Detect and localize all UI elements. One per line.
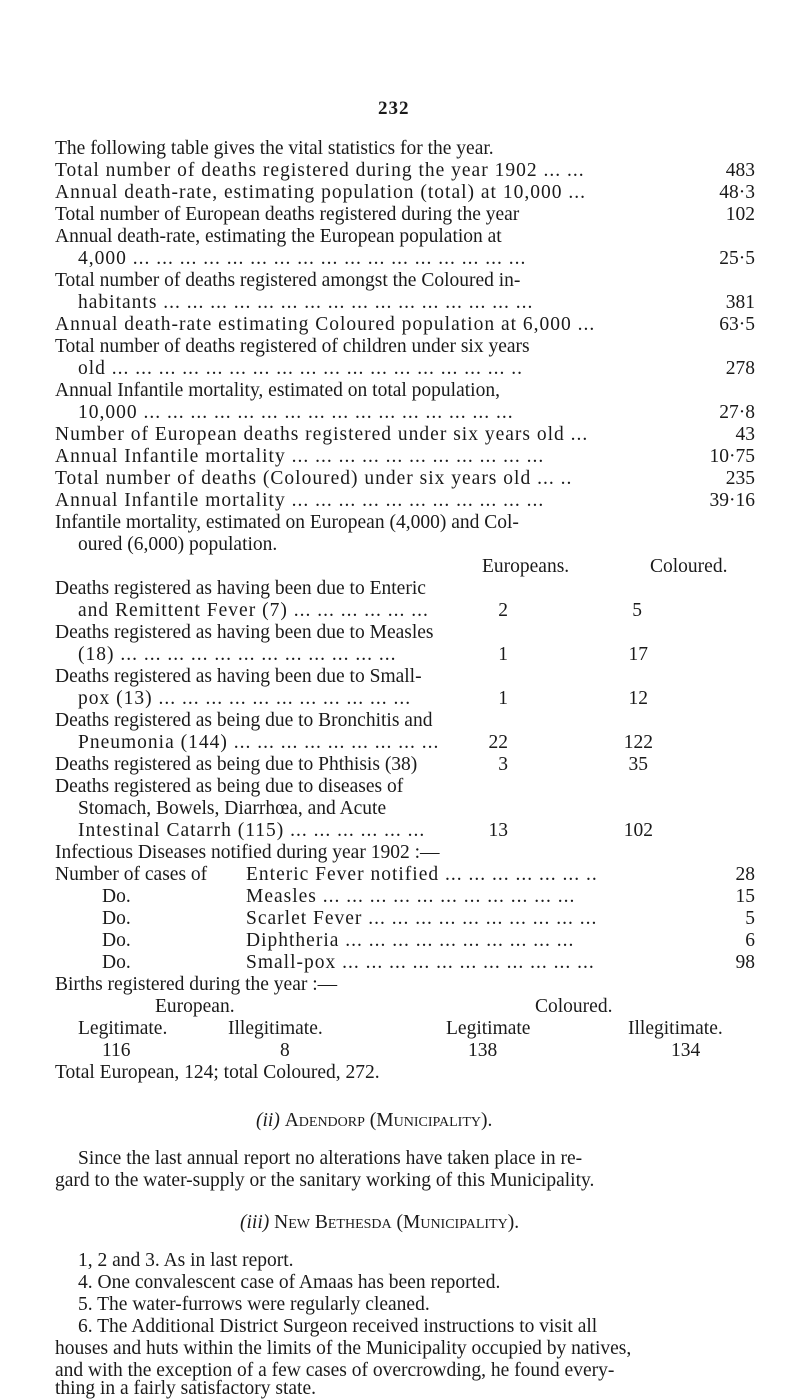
- cause-europeans: 2: [498, 600, 508, 621]
- column-header-coloured: Coloured.: [650, 556, 728, 577]
- section-number: (ii): [256, 1110, 280, 1131]
- infectious-value: 5: [745, 908, 755, 929]
- stat-text: Annual death-rate estimating Coloured population at 6,000 ...: [55, 314, 596, 335]
- section-title: New Bethesda (Municipality).: [274, 1212, 520, 1233]
- births-coloured-illegitimate: 134: [671, 1040, 701, 1061]
- cause-text: Pneumonia (144) ... ... ... ... ... ... ... ... ...: [78, 732, 440, 753]
- intro-text: The following table gives the vital statistics for the year.: [55, 138, 494, 159]
- infectious-prefix: Do.: [102, 886, 131, 907]
- column-header-europeans: Europeans.: [482, 556, 570, 577]
- births-illegitimate-label: Illegitimate.: [228, 1018, 323, 1039]
- infectious-value: 28: [735, 864, 755, 885]
- births-coloured-legitimate: 138: [468, 1040, 498, 1061]
- stat-value: 483: [725, 160, 755, 181]
- section-ii-body: Since the last annual report no alterations have taken place in re-: [78, 1148, 583, 1169]
- cause-europeans: 3: [498, 754, 508, 775]
- cause-text: pox (13) ... ... ... ... ... ... ... ... ... ... ...: [78, 688, 412, 709]
- infectious-value: 6: [745, 930, 755, 951]
- stat-text: Total number of deaths registered of children under six years: [55, 336, 530, 357]
- cause-coloured: 5: [632, 600, 642, 621]
- stat-value: 10·75: [709, 446, 755, 467]
- stat-text: 10,000 ... ... ... ... ... ... ... ... ... ... ... ... ... ... ... ...: [78, 402, 514, 423]
- infantile-note: Infantile mortality, estimated on European (4,000) and Col-: [55, 512, 519, 533]
- infectious-value: 15: [735, 886, 755, 907]
- stat-text: Total number of deaths registered during the year 1902 ... ...: [55, 160, 585, 181]
- stat-value: 27·8: [719, 402, 755, 423]
- stat-text: Total number of European deaths registered during the year: [55, 204, 520, 225]
- cause-text: (18) ... ... ... ... ... ... ... ... ... ... ... ...: [78, 644, 397, 665]
- stat-text: Total number of deaths (Coloured) under six years old ... ..: [55, 468, 573, 489]
- stat-text: old ... ... ... ... ... ... ... ... ... ... ... ... ... ... ... ... ... ..: [78, 358, 524, 379]
- section-iii-item: houses and huts within the limits of the Municipality occupied by natives,: [55, 1338, 632, 1359]
- cause-text: Intestinal Catarrh (115) ... ... ... ... ... ...: [78, 820, 426, 841]
- stat-text: Number of European deaths registered under six years old ...: [55, 424, 589, 445]
- stat-text: Annual death-rate, estimating the European population at: [55, 226, 502, 247]
- infectious-disease: Enteric Fever notified ... ... ... ... ... ... ..: [246, 864, 598, 885]
- births-european-label: European.: [155, 996, 235, 1017]
- infectious-disease: Small-pox ... ... ... ... ... ... ... ... ... ... ...: [246, 952, 595, 973]
- infectious-prefix: Do.: [102, 908, 131, 929]
- cause-text: and Remittent Fever (7) ... ... ... ... ... ...: [78, 600, 429, 621]
- section-iii-item: 6. The Additional District Surgeon received instructions to visit all: [78, 1316, 598, 1337]
- births-illegitimate-label: Illegitimate.: [628, 1018, 723, 1039]
- cause-coloured: 35: [628, 754, 648, 775]
- cause-europeans: 1: [498, 644, 508, 665]
- stat-value: 235: [725, 468, 755, 489]
- stat-value: 63·5: [719, 314, 755, 335]
- page-number: 232: [378, 98, 410, 119]
- stat-text: Total number of deaths registered amongst the Coloured in-: [55, 270, 521, 291]
- section-iii-item: 1, 2 and 3. As in last report.: [78, 1250, 294, 1271]
- section-number: (iii): [240, 1212, 270, 1233]
- section-ii-body: gard to the water-supply or the sanitary working of this Municipality.: [55, 1170, 595, 1191]
- cause-coloured: 12: [628, 688, 648, 709]
- cause-text: Stomach, Bowels, Diarrhœa, and Acute: [78, 798, 387, 819]
- cause-coloured: 122: [623, 732, 653, 753]
- stat-text: Annual Infantile mortality ... ... ... ... ... ... ... ... ... ... ...: [55, 490, 545, 511]
- infectious-heading: Infectious Diseases notified during year 1902 :—: [55, 842, 440, 863]
- section-title: Adendorp (Municipality).: [284, 1110, 493, 1131]
- cause-europeans: 22: [488, 732, 508, 753]
- cause-text: Deaths registered as being due to Bronchitis and: [55, 710, 433, 731]
- stat-value: 278: [725, 358, 755, 379]
- stat-text: Annual death-rate, estimating population (total) at 10,000 ...: [55, 182, 586, 203]
- infectious-disease: Measles ... ... ... ... ... ... ... ... ... ... ...: [246, 886, 576, 907]
- births-european-legitimate: 116: [102, 1040, 131, 1061]
- infantile-note: oured (6,000) population.: [78, 534, 278, 555]
- section-iii-item: 5. The water-furrows were regularly cleaned.: [78, 1294, 430, 1315]
- section-iii-heading: [240, 1212, 519, 1234]
- infectious-prefix: Do.: [102, 930, 131, 951]
- stat-value: 102: [725, 204, 755, 225]
- infectious-disease: Scarlet Fever ... ... ... ... ... ... ... ... ... ...: [246, 908, 598, 929]
- births-legitimate-label: Legitimate: [446, 1018, 531, 1039]
- cause-europeans: 13: [488, 820, 508, 841]
- section-ii-heading: [256, 1110, 492, 1132]
- section-iii-item: and with the exception of a few cases of overcrowding, he found every-: [55, 1360, 615, 1381]
- infectious-prefix: Do.: [102, 952, 131, 973]
- births-european-illegitimate: 8: [280, 1040, 290, 1061]
- cause-coloured: 17: [628, 644, 648, 665]
- infectious-value: 98: [735, 952, 755, 973]
- stat-value: 43: [735, 424, 755, 445]
- infectious-prefix: Number of cases of: [55, 864, 208, 885]
- stat-text: Annual Infantile mortality ... ... ... ... ... ... ... ... ... ... ...: [55, 446, 545, 467]
- cause-text: Deaths registered as having been due to Small-: [55, 666, 422, 687]
- births-coloured-label: Coloured.: [535, 996, 613, 1017]
- cause-coloured: 102: [623, 820, 653, 841]
- stat-value: 381: [725, 292, 755, 313]
- cause-text: Deaths registered as being due to diseases of: [55, 776, 404, 797]
- stat-text: Annual Infantile mortality, estimated on total population,: [55, 380, 500, 401]
- infectious-disease: Diphtheria ... ... ... ... ... ... ... ... ... ...: [246, 930, 575, 951]
- cause-europeans: 1: [498, 688, 508, 709]
- births-total: Total European, 124; total Coloured, 272.: [55, 1062, 380, 1083]
- stat-text: 4,000 ... ... ... ... ... ... ... ... ... ... ... ... ... ... ... ... ...: [78, 248, 527, 269]
- cause-text: Deaths registered as having been due to Measles: [55, 622, 434, 643]
- stat-value: 48·3: [719, 182, 755, 203]
- stat-value: 39·16: [709, 490, 755, 511]
- stat-text: habitants ... ... ... ... ... ... ... ... ... ... ... ... ... ... ... ...: [78, 292, 534, 313]
- cause-text: Deaths registered as having been due to Enteric: [55, 578, 426, 599]
- section-iii-item: thing in a fairly satisfactory state.: [55, 1378, 317, 1399]
- births-heading: Births registered during the year :—: [55, 974, 338, 995]
- section-iii-item: 4. One convalescent case of Amaas has been reported.: [78, 1272, 501, 1293]
- stat-value: 25·5: [719, 248, 755, 269]
- cause-text: Deaths registered as being due to Phthisis (38): [55, 754, 418, 775]
- births-legitimate-label: Legitimate.: [78, 1018, 168, 1039]
